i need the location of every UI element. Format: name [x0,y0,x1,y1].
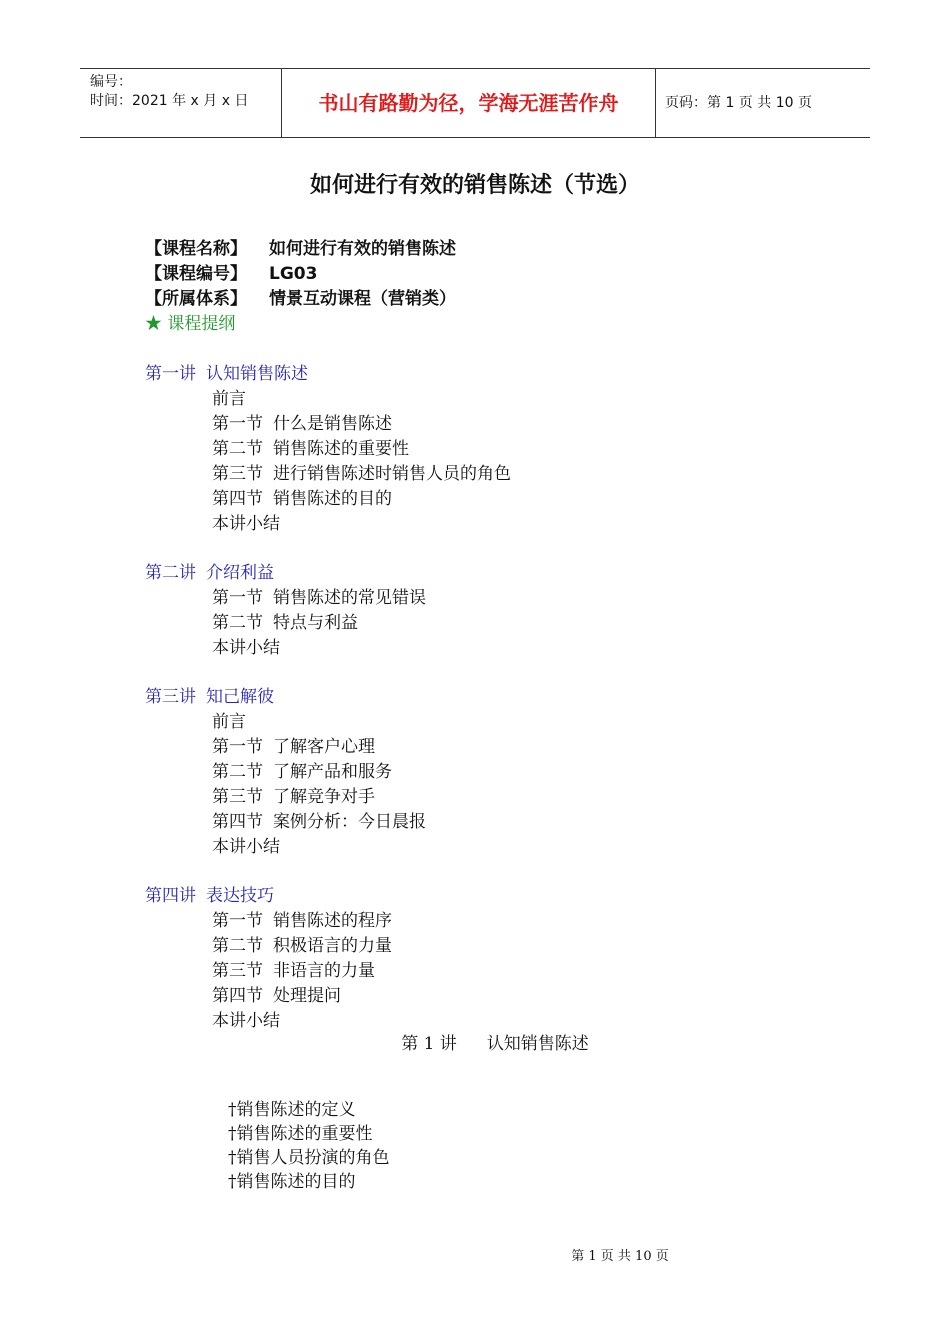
info-key: 【课程名称】 [145,239,247,259]
page-header [80,68,870,138]
info-value: LG03 [269,264,318,284]
info-key: 【课程编号】 [145,264,247,284]
section-item: 第二节 销售陈述的重要性 [212,439,409,459]
section-item: 第三节 了解竞争对手 [212,787,375,807]
section-item: 前言 [212,712,246,732]
outline-label: ★ 课程提纲 [145,314,236,334]
section-item: 第一节 了解客户心理 [212,737,375,757]
info-course-name [145,234,456,259]
section-item: 第一节 销售陈述的常见错误 [212,588,426,608]
lecture-3-heading [145,682,274,707]
lecture-number: 第四讲 [145,886,196,906]
section-item: 第一节 什么是销售陈述 [212,414,392,434]
header-motto: 书山有路勤为径，学海无涯苦作舟 [281,69,656,137]
lecture-name: 知己解彼 [206,687,274,707]
lecture-name: 表达技巧 [206,886,274,906]
info-value: 情景互动课程（营销类） [269,289,456,309]
lecture-number: 第三讲 [145,687,196,707]
section-item: 第一节 销售陈述的程序 [212,911,392,931]
page-footer: 第 1 页 共 10 页 [571,1249,669,1264]
number-label: 编号： [90,74,132,90]
lecture-1-heading [145,359,308,384]
header-meta [80,69,280,137]
lecture-subheading: 第 1 讲 认知销售陈述 [401,1034,589,1054]
section-item: 第三节 进行销售陈述时销售人员的角色 [212,464,511,484]
section-item: 本讲小结 [212,837,280,857]
section-item: 第四节 销售陈述的目的 [212,489,392,509]
section-item: 本讲小结 [212,638,280,658]
header-page-info: 页码：第 1 页 共 10 页 [665,95,812,111]
date-line: 时间：2021 年 x 月 x 日 [90,93,249,109]
section-item: 本讲小结 [212,1011,280,1031]
section-item: 第二节 了解产品和服务 [212,762,392,782]
section-item: 第三节 非语言的力量 [212,961,375,981]
lecture-name: 介绍利益 [206,563,274,583]
lecture-number: 第二讲 [145,563,196,583]
info-value: 如何进行有效的销售陈述 [269,239,456,259]
bullet-point: †销售陈述的目的 [228,1172,356,1192]
bullet-point: †销售人员扮演的角色 [228,1148,390,1168]
info-course-code [145,259,317,284]
section-item: 本讲小结 [212,514,280,534]
lecture-number: 第一讲 [145,364,196,384]
section-item: 第二节 积极语言的力量 [212,936,392,956]
lecture-4-heading [145,881,274,906]
bullet-point: †销售陈述的重要性 [228,1124,373,1144]
lecture-2-heading [145,558,274,583]
lecture-name: 认知销售陈述 [206,364,308,384]
section-item: 第四节 处理提问 [212,986,341,1006]
bullet-point: †销售陈述的定义 [228,1100,356,1120]
info-course-system [145,284,456,309]
info-key: 【所属体系】 [145,289,247,309]
section-item: 第二节 特点与利益 [212,613,358,633]
section-item: 前言 [212,389,246,409]
section-item: 第四节 案例分析：今日晨报 [212,812,426,832]
document-title: 如何进行有效的销售陈述（节选） [309,173,640,198]
